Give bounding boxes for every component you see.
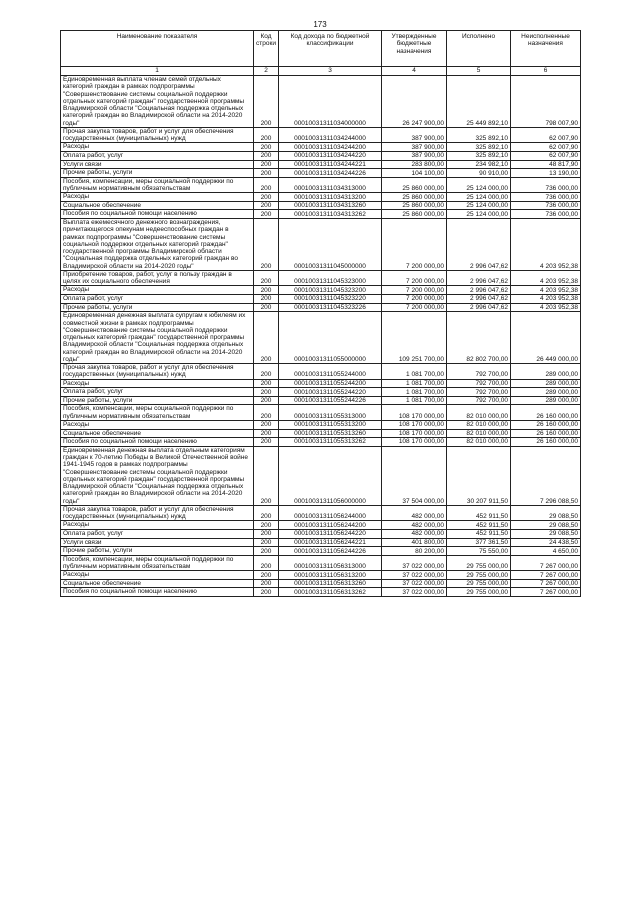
row-executed: 452 911,50	[447, 529, 511, 538]
row-executed: 82 010 000,00	[447, 438, 511, 447]
row-executed: 29 755 000,00	[447, 571, 511, 580]
row-name: Расходы	[61, 521, 254, 530]
row-executed: 377 361,50	[447, 538, 511, 547]
row-line-code: 200	[254, 127, 279, 143]
row-executed: 452 911,50	[447, 521, 511, 530]
row-income-code: 00010031311034313200	[279, 193, 382, 202]
row-line-code: 200	[254, 193, 279, 202]
row-name: Услуги связи	[61, 160, 254, 169]
table-row	[61, 286, 581, 295]
row-income-code: 00010031311056313260	[279, 579, 382, 588]
row-executed: 792 700,00	[447, 388, 511, 397]
row-unexecuted: 7 267 000,00	[511, 571, 581, 580]
row-executed: 29 755 000,00	[447, 579, 511, 588]
row-executed: 25 449 892,10	[447, 76, 511, 128]
table-row	[61, 312, 581, 364]
row-executed: 30 207 911,50	[447, 446, 511, 505]
row-line-code: 200	[254, 312, 279, 364]
table-row	[61, 219, 581, 271]
row-name: Прочая закупка товаров, работ и услуг для обеспечения государственных (муниципальных) нужд	[61, 505, 254, 521]
row-income-code: 00010031311045323200	[279, 286, 382, 295]
row-unexecuted: 13 190,00	[511, 169, 581, 178]
table-row	[61, 160, 581, 169]
table-row	[61, 420, 581, 429]
row-line-code: 200	[254, 571, 279, 580]
row-name: Пособия, компенсации, меры социальной поддержки по публичным нормативным обязательствам	[61, 555, 254, 571]
row-income-code: 00010031311055244200	[279, 379, 382, 388]
header-executed: Исполнено	[447, 31, 511, 67]
row-name: Расходы	[61, 286, 254, 295]
row-unexecuted: 26 160 000,00	[511, 405, 581, 421]
row-executed: 2 996 047,62	[447, 286, 511, 295]
row-approved: 7 200 000,00	[382, 219, 447, 271]
row-approved: 108 170 000,00	[382, 438, 447, 447]
row-executed: 792 700,00	[447, 379, 511, 388]
row-name: Прочие работы, услуги	[61, 547, 254, 556]
row-unexecuted: 26 449 000,00	[511, 312, 581, 364]
table-row	[61, 169, 581, 178]
row-approved: 7 200 000,00	[382, 295, 447, 304]
row-approved: 80 200,00	[382, 547, 447, 556]
table-row	[61, 177, 581, 193]
row-name: Социальное обеспечение	[61, 429, 254, 438]
row-name: Оплата работ, услуг	[61, 388, 254, 397]
row-line-code: 200	[254, 529, 279, 538]
row-executed: 25 124 000,00	[447, 210, 511, 219]
table-row	[61, 438, 581, 447]
row-executed: 2 996 047,62	[447, 295, 511, 304]
table-row	[61, 379, 581, 388]
row-income-code: 00010031311056000000	[279, 446, 382, 505]
row-executed: 325 892,10	[447, 151, 511, 160]
row-line-code: 200	[254, 388, 279, 397]
row-income-code: 00010031311055244226	[279, 396, 382, 405]
table-row	[61, 270, 581, 286]
row-income-code: 00010031311056244220	[279, 529, 382, 538]
row-income-code: 00010031311034244220	[279, 151, 382, 160]
row-approved: 1 081 700,00	[382, 396, 447, 405]
row-name: Выплата ежемесячного денежного вознаграждения, причитающегося опекунам недееспособных граждан в рамках подпрограммы "Совершенствование системы социальной поддержки отдельных категорий граждан" государственной программы Владимирской области "Социальная поддержка отдельных категорий граждан во Владимирской области на 2014-2020 годы"	[61, 219, 254, 271]
row-line-code: 200	[254, 219, 279, 271]
row-income-code: 00010031311034000000	[279, 76, 382, 128]
row-executed: 2 996 047,62	[447, 219, 511, 271]
row-unexecuted: 4 203 952,38	[511, 295, 581, 304]
row-name: Расходы	[61, 143, 254, 152]
row-income-code: 00010031311055000000	[279, 312, 382, 364]
row-unexecuted: 4 650,00	[511, 547, 581, 556]
row-executed: 792 700,00	[447, 364, 511, 380]
row-unexecuted: 4 203 952,38	[511, 270, 581, 286]
row-approved: 387 900,00	[382, 127, 447, 143]
row-name: Единовременная денежная выплата супругам к юбилеям их совместной жизни в рамках подпрограммы "Совершенствование системы социальной поддержки отдельных категорий граждан" государственной программы Владимирской области "Социальная поддержка отдельных категорий граждан во Владимирской области на 2014-2020 годы"	[61, 312, 254, 364]
row-approved: 37 022 000,00	[382, 588, 447, 597]
row-approved: 104 100,00	[382, 169, 447, 178]
row-name: Оплата работ, услуг	[61, 529, 254, 538]
row-executed: 82 010 000,00	[447, 420, 511, 429]
row-approved: 108 170 000,00	[382, 420, 447, 429]
row-unexecuted: 29 088,50	[511, 505, 581, 521]
row-unexecuted: 736 000,00	[511, 201, 581, 210]
row-line-code: 200	[254, 177, 279, 193]
row-name: Приобретение товаров, работ, услуг в пользу граждан в целях их социального обеспечения	[61, 270, 254, 286]
row-unexecuted: 7 267 000,00	[511, 555, 581, 571]
row-name: Социальное обеспечение	[61, 579, 254, 588]
row-name: Оплата работ, услуг	[61, 295, 254, 304]
row-line-code: 200	[254, 538, 279, 547]
row-name: Прочая закупка товаров, работ и услуг для обеспечения государственных (муниципальных) нужд	[61, 364, 254, 380]
table-row	[61, 588, 581, 597]
table-row	[61, 201, 581, 210]
row-executed: 792 700,00	[447, 396, 511, 405]
row-income-code: 00010031311045323226	[279, 303, 382, 312]
row-executed: 25 124 000,00	[447, 177, 511, 193]
row-approved: 108 170 000,00	[382, 405, 447, 421]
row-line-code: 200	[254, 505, 279, 521]
row-approved: 387 900,00	[382, 143, 447, 152]
row-approved: 25 860 000,00	[382, 210, 447, 219]
row-executed: 82 010 000,00	[447, 405, 511, 421]
row-line-code: 200	[254, 143, 279, 152]
row-name: Прочие работы, услуги	[61, 303, 254, 312]
row-approved: 482 000,00	[382, 521, 447, 530]
table-row	[61, 579, 581, 588]
row-executed: 452 911,50	[447, 505, 511, 521]
row-approved: 387 900,00	[382, 151, 447, 160]
row-approved: 25 860 000,00	[382, 193, 447, 202]
row-approved: 1 081 700,00	[382, 379, 447, 388]
row-line-code: 200	[254, 160, 279, 169]
row-executed: 82 010 000,00	[447, 429, 511, 438]
table-row	[61, 538, 581, 547]
row-unexecuted: 62 007,90	[511, 127, 581, 143]
row-line-code: 200	[254, 169, 279, 178]
row-income-code: 00010031311056313200	[279, 571, 382, 580]
row-income-code: 00010031311034244221	[279, 160, 382, 169]
table-row	[61, 143, 581, 152]
row-approved: 37 022 000,00	[382, 555, 447, 571]
row-approved: 25 860 000,00	[382, 201, 447, 210]
row-unexecuted: 289 000,00	[511, 379, 581, 388]
row-unexecuted: 26 160 000,00	[511, 420, 581, 429]
row-unexecuted: 29 088,50	[511, 529, 581, 538]
table-row	[61, 555, 581, 571]
row-approved: 108 170 000,00	[382, 429, 447, 438]
row-unexecuted: 736 000,00	[511, 193, 581, 202]
row-unexecuted: 48 817,90	[511, 160, 581, 169]
row-name: Пособия по социальной помощи населению	[61, 438, 254, 447]
row-executed: 25 124 000,00	[447, 193, 511, 202]
row-approved: 401 800,00	[382, 538, 447, 547]
header-income-code: Код дохода по бюджетной классификации	[279, 31, 382, 67]
row-line-code: 200	[254, 420, 279, 429]
row-executed: 325 892,10	[447, 143, 511, 152]
row-income-code: 00010031311034313000	[279, 177, 382, 193]
column-number: 3	[279, 67, 382, 76]
row-line-code: 200	[254, 210, 279, 219]
header-unexecuted: Неисполненные назначения	[511, 31, 581, 67]
row-approved: 37 022 000,00	[382, 579, 447, 588]
table-row	[61, 405, 581, 421]
row-income-code: 00010031311056313262	[279, 588, 382, 597]
row-line-code: 200	[254, 438, 279, 447]
column-number: 5	[447, 67, 511, 76]
row-name: Прочая закупка товаров, работ и услуг для обеспечения государственных (муниципальных) нужд	[61, 127, 254, 143]
row-unexecuted: 289 000,00	[511, 388, 581, 397]
row-income-code: 00010031311056244200	[279, 521, 382, 530]
table-row	[61, 364, 581, 380]
row-unexecuted: 62 007,90	[511, 143, 581, 152]
row-line-code: 200	[254, 201, 279, 210]
table-row	[61, 521, 581, 530]
row-unexecuted: 4 203 952,38	[511, 219, 581, 271]
row-income-code: 00010031311056244000	[279, 505, 382, 521]
row-approved: 482 000,00	[382, 529, 447, 538]
row-income-code: 00010031311056313000	[279, 555, 382, 571]
row-income-code: 00010031311055244220	[279, 388, 382, 397]
row-income-code: 00010031311045323220	[279, 295, 382, 304]
row-line-code: 200	[254, 588, 279, 597]
row-executed: 29 755 000,00	[447, 588, 511, 597]
row-approved: 7 200 000,00	[382, 270, 447, 286]
column-number: 2	[254, 67, 279, 76]
row-unexecuted: 26 160 000,00	[511, 438, 581, 447]
row-approved: 37 504 000,00	[382, 446, 447, 505]
row-unexecuted: 4 203 952,38	[511, 286, 581, 295]
row-income-code: 00010031311034244000	[279, 127, 382, 143]
row-line-code: 200	[254, 405, 279, 421]
row-approved: 1 081 700,00	[382, 364, 447, 380]
row-unexecuted: 4 203 952,38	[511, 303, 581, 312]
row-executed: 29 755 000,00	[447, 555, 511, 571]
row-income-code: 00010031311045000000	[279, 219, 382, 271]
table-row	[61, 388, 581, 397]
row-line-code: 200	[254, 547, 279, 556]
row-line-code: 200	[254, 396, 279, 405]
table-row	[61, 429, 581, 438]
row-name: Пособия, компенсации, меры социальной поддержки по публичным нормативным обязательствам	[61, 405, 254, 421]
table-row	[61, 547, 581, 556]
column-number: 6	[511, 67, 581, 76]
row-unexecuted: 29 088,50	[511, 521, 581, 530]
row-line-code: 200	[254, 521, 279, 530]
header-name: Наименование показателя	[61, 31, 254, 67]
row-approved: 1 081 700,00	[382, 388, 447, 397]
row-approved: 25 860 000,00	[382, 177, 447, 193]
column-number: 1	[61, 67, 254, 76]
row-unexecuted: 26 160 000,00	[511, 429, 581, 438]
row-unexecuted: 24 438,50	[511, 538, 581, 547]
row-name: Пособия по социальной помощи населению	[61, 210, 254, 219]
table-row	[61, 127, 581, 143]
row-income-code: 00010031311055313200	[279, 420, 382, 429]
row-name: Прочие работы, услуги	[61, 169, 254, 178]
row-income-code: 00010031311055313262	[279, 438, 382, 447]
row-name: Пособия, компенсации, меры социальной поддержки по публичным нормативным обязательствам	[61, 177, 254, 193]
row-unexecuted: 289 000,00	[511, 396, 581, 405]
row-line-code: 200	[254, 286, 279, 295]
row-name: Единовременная выплата членам семей отдельных категорий граждан в рамках подпрограммы "Совершенствование системы социальной поддержки отдельных категорий граждан" государственной программы Владимирской области "Социальная поддержка отдельных категорий граждан во Владимирской области на 2014-2020 годы"	[61, 76, 254, 128]
row-income-code: 00010031311034244200	[279, 143, 382, 152]
table-row	[61, 303, 581, 312]
table-row	[61, 295, 581, 304]
row-name: Расходы	[61, 571, 254, 580]
row-approved: 482 000,00	[382, 505, 447, 521]
row-unexecuted: 7 296 088,50	[511, 446, 581, 505]
row-income-code: 00010031311034244226	[279, 169, 382, 178]
row-approved: 7 200 000,00	[382, 286, 447, 295]
row-name: Пособия по социальной помощи населению	[61, 588, 254, 597]
table-row	[61, 396, 581, 405]
table-row	[61, 210, 581, 219]
row-line-code: 200	[254, 555, 279, 571]
row-name: Социальное обеспечение	[61, 201, 254, 210]
row-line-code: 200	[254, 429, 279, 438]
row-executed: 90 910,00	[447, 169, 511, 178]
row-income-code: 00010031311055313000	[279, 405, 382, 421]
row-unexecuted: 7 267 000,00	[511, 588, 581, 597]
row-income-code: 00010031311056244221	[279, 538, 382, 547]
row-approved: 283 800,00	[382, 160, 447, 169]
row-unexecuted: 736 000,00	[511, 210, 581, 219]
table-row	[61, 193, 581, 202]
row-name: Единовременная денежная выплата отдельным категориям граждан к 70-летию Победы в Великой Отечественной войне 1941-1945 годов в рамках подпрограммы "Совершенствование системы социальной поддержки отдельных категорий граждан" государственной программы Владимирской области "Социальная поддержка отдельных категорий граждан во Владимирской области на 2014-2020 годы"	[61, 446, 254, 505]
row-income-code: 00010031311056244226	[279, 547, 382, 556]
row-executed: 75 550,00	[447, 547, 511, 556]
row-executed: 2 996 047,62	[447, 270, 511, 286]
row-unexecuted: 289 000,00	[511, 364, 581, 380]
row-name: Расходы	[61, 379, 254, 388]
row-name: Прочие работы, услуги	[61, 396, 254, 405]
table-row	[61, 571, 581, 580]
header-approved: Утвержденные бюджетные назначения	[382, 31, 447, 67]
row-line-code: 200	[254, 379, 279, 388]
row-unexecuted: 736 000,00	[511, 177, 581, 193]
row-unexecuted: 62 007,90	[511, 151, 581, 160]
budget-report-table	[60, 30, 581, 597]
row-income-code: 00010031311034313260	[279, 201, 382, 210]
row-executed: 325 892,10	[447, 127, 511, 143]
row-executed: 234 982,10	[447, 160, 511, 169]
row-line-code: 200	[254, 579, 279, 588]
row-name: Услуги связи	[61, 538, 254, 547]
row-income-code: 00010031311034313262	[279, 210, 382, 219]
column-number: 4	[382, 67, 447, 76]
row-executed: 25 124 000,00	[447, 201, 511, 210]
page-number: 173	[313, 20, 327, 29]
row-executed: 82 802 700,00	[447, 312, 511, 364]
row-line-code: 200	[254, 76, 279, 128]
header-line-code: Код строки	[254, 31, 279, 67]
row-approved: 26 247 900,00	[382, 76, 447, 128]
row-name: Расходы	[61, 420, 254, 429]
row-line-code: 200	[254, 446, 279, 505]
row-line-code: 200	[254, 151, 279, 160]
table-row	[61, 505, 581, 521]
table-row	[61, 529, 581, 538]
row-unexecuted: 798 007,90	[511, 76, 581, 128]
row-line-code: 200	[254, 295, 279, 304]
row-line-code: 200	[254, 270, 279, 286]
row-unexecuted: 7 267 000,00	[511, 579, 581, 588]
row-line-code: 200	[254, 364, 279, 380]
table-row	[61, 151, 581, 160]
row-approved: 109 251 700,00	[382, 312, 447, 364]
row-approved: 7 200 000,00	[382, 303, 447, 312]
row-executed: 2 996 047,62	[447, 303, 511, 312]
row-income-code: 00010031311045323000	[279, 270, 382, 286]
table-row	[61, 446, 581, 505]
row-approved: 37 022 000,00	[382, 571, 447, 580]
row-name: Расходы	[61, 193, 254, 202]
row-line-code: 200	[254, 303, 279, 312]
row-income-code: 00010031311055244000	[279, 364, 382, 380]
table-row	[61, 76, 581, 128]
row-name: Оплата работ, услуг	[61, 151, 254, 160]
row-income-code: 00010031311055313260	[279, 429, 382, 438]
